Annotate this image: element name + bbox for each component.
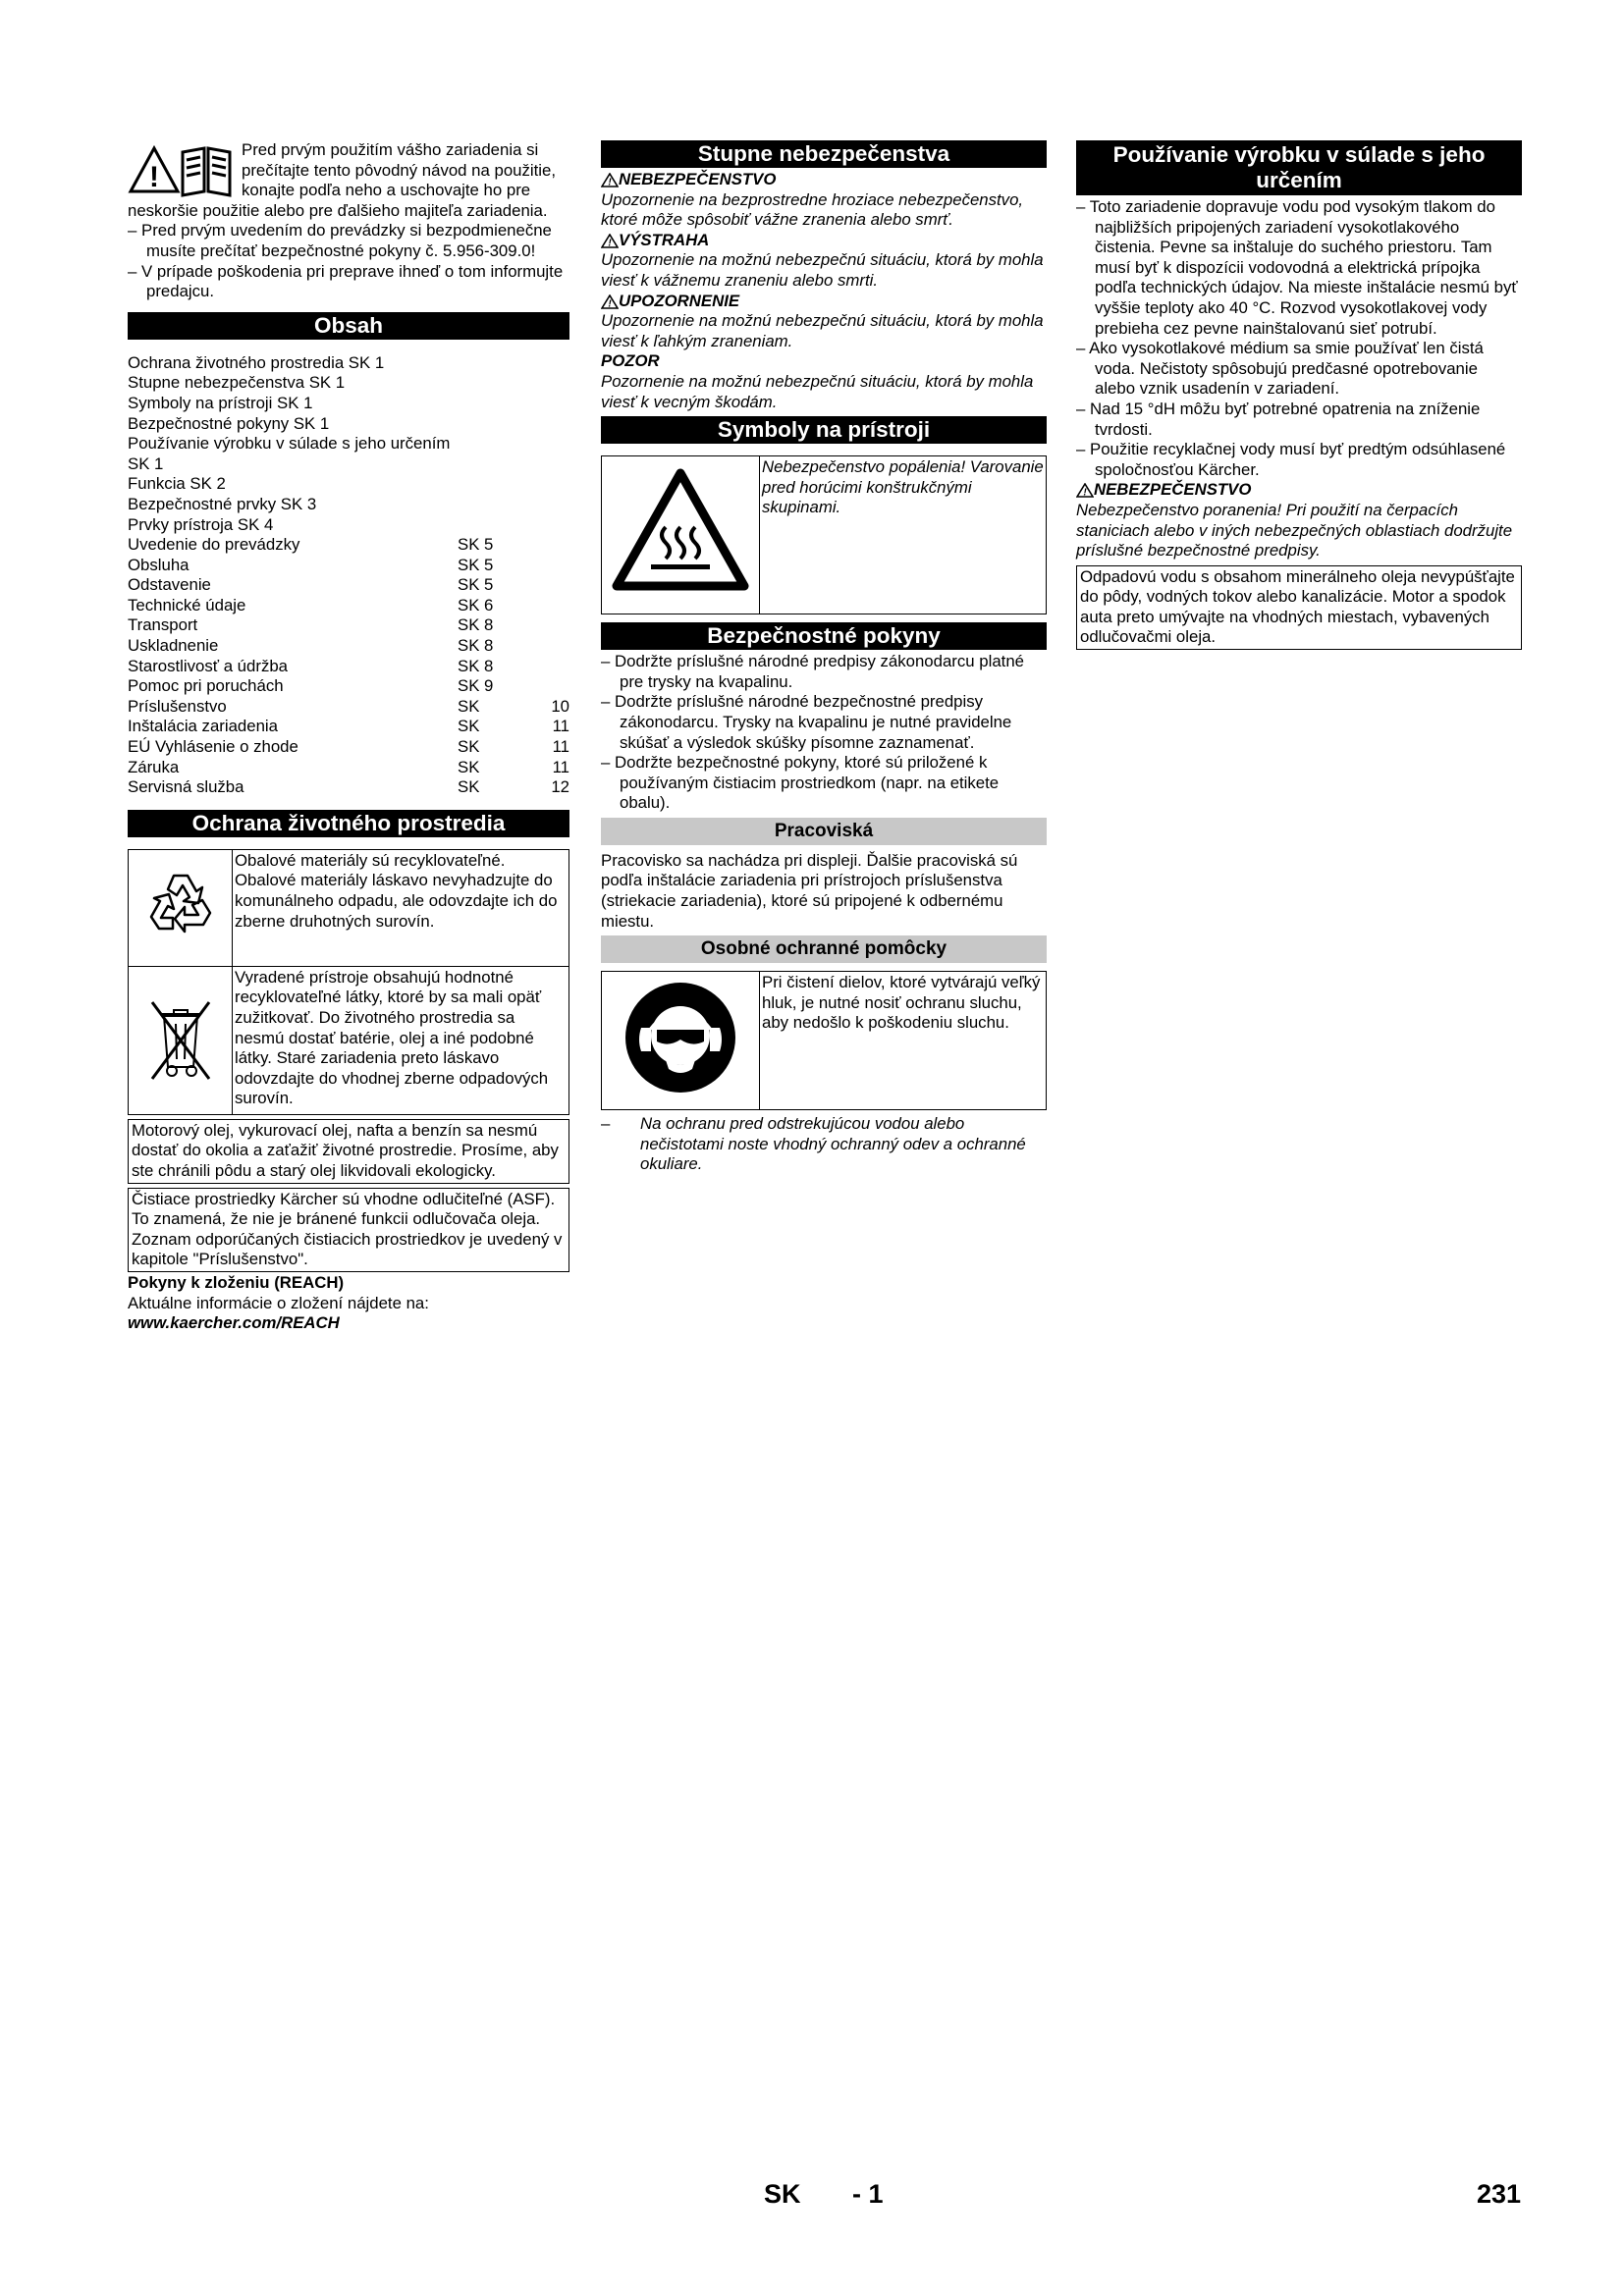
footer-lang: SK	[764, 2179, 801, 2209]
toc-entry-page: 11	[552, 737, 569, 757]
safety-list-text: Dodržte príslušné národné predpisy zákonodarcu platné pre trysky na kvapalinu.	[615, 652, 1024, 691]
toc-entry-section	[458, 353, 542, 374]
intro-list-text: Pred prvým uvedením do prevádzky si bezpodmienečne musíte prečítať bezpečnostné pokyny č. 5.956-309.0!	[141, 221, 552, 260]
toc-entry[interactable]	[128, 434, 569, 474]
toc-entry-page	[542, 575, 569, 596]
toc-entry-section: SK 8	[458, 615, 494, 635]
danger-level-label	[601, 170, 1047, 190]
toc-entry-page: 11	[552, 757, 569, 776]
footer-page-number: 231	[1477, 2179, 1522, 2209]
toc-entry-page	[542, 556, 569, 576]
usage-danger-text: Nebezpečenstvo poranenia! Pri použití na čerpacích staniciach alebo v iných nebezpečných oblastiach dodržujte príslušné bezpečnostné predpisy.	[1076, 500, 1513, 561]
dash-marker: –	[128, 221, 141, 240]
toc-entry-page: 10	[551, 696, 569, 716]
toc-entry[interactable]	[128, 657, 569, 677]
toc-entry-section	[458, 434, 542, 474]
work-text: Pracovisko sa nachádza pri displeji. Ďalšie pracoviská sú podľa inštalácie zariadenia pri prístrojoch príslušenstva (striekacie zariadenia), ktoré sú pripojené k odbernému miestu.	[601, 850, 1018, 931]
danger-level-text: Upozornenie na možnú nebezpečnú situáciu, ktorá by mohla viesť k vážnemu zraneniu alebo smrti.	[601, 250, 1044, 290]
intro-list	[128, 221, 569, 301]
toc-entry-title: Uvedenie do prevádzky	[128, 535, 300, 555]
toc-entry-page: 12	[551, 777, 569, 797]
column-right	[1076, 140, 1522, 650]
toc-entry-page	[542, 394, 569, 414]
toc-entry-title: Transport	[128, 615, 198, 635]
svg-text:!: !	[608, 177, 612, 188]
safety-list-item	[601, 692, 1047, 753]
toc-entry-title: Používanie výrobku v súlade s jeho určením SK 1	[128, 434, 451, 473]
warning-icon	[601, 294, 619, 309]
dash-marker: –	[128, 261, 141, 281]
toc-entry-section	[458, 373, 542, 394]
toc-entry[interactable]	[128, 777, 569, 798]
toc-entry-title: Prvky prístroja SK 4	[128, 514, 274, 534]
toc-entry-title: Obsluha	[128, 555, 189, 574]
safety-list	[601, 652, 1047, 814]
svg-text:!: !	[1083, 487, 1087, 499]
warning-icon	[601, 234, 619, 248]
toc-entry-page	[542, 535, 569, 556]
toc-entry-page	[542, 596, 569, 616]
safety-list-text: Dodržte príslušné národné bezpečnostné predpisy zákonodarcu. Trysky na kvapalinu je nutné pravidelne skúšať a výsledok skúšky písomne zaznamenať.	[615, 692, 1012, 752]
toc-entry[interactable]	[128, 717, 569, 737]
dash-marker: –	[1076, 197, 1090, 216]
column-middle	[601, 140, 1047, 1175]
usage-list-item	[1076, 339, 1522, 400]
toc-entry-section: SK 5	[458, 575, 494, 595]
symbols-title: Symboly na prístroji	[601, 416, 1047, 444]
recycle-icon	[141, 866, 220, 944]
column-left	[128, 140, 569, 1334]
recycle-icon-cell	[129, 849, 233, 966]
toc-entry-page	[542, 495, 569, 515]
toc-entry-page	[542, 615, 569, 636]
danger-level-name: VÝSTRAHA	[619, 230, 710, 249]
toc-entry[interactable]	[128, 373, 569, 394]
toc-entry-section: SK	[458, 757, 480, 776]
intro-list-item	[128, 262, 569, 302]
toc-entry-title: Bezpečnostné pokyny SK 1	[128, 413, 330, 433]
toc-entry[interactable]	[128, 474, 569, 495]
toc-entry-title: Starostlivosť a údržba	[128, 656, 288, 675]
toc-entry[interactable]	[128, 676, 569, 697]
toc-entry-title: EÚ Vyhlásenie o zhode	[128, 737, 298, 757]
toc-entry[interactable]	[128, 535, 569, 556]
toc-entry-title: Funkcia SK 2	[128, 474, 226, 494]
toc-entry[interactable]	[128, 636, 569, 657]
dash-marker: –	[601, 753, 615, 773]
usage-oil-box: Odpadovú vodu s obsahom minerálneho oleja nevypúšťajte do pôdy, vodných tokov alebo kanalizácie. Motor a spodok auta preto umývajte na vhodných miestach, vybavených odlučovačmi oleja.	[1076, 565, 1522, 650]
usage-list-text: Toto zariadenie dopravuje vodu pod vysokým tlakom do najbližších pripojených zariadení vysokotlakového čistenia. Pevne sa inštaluje do suchého priestoru. Tam musí byť k dispozícii vodovodná a elektrická prípojka podľa technických údajov. Na mieste inštalácie nesmú byť vyššie teploty ako 40 °C. Rozvod vysokotlakovej vody prebieha cez pevne nainštalovanú sieť potrubí.	[1089, 197, 1518, 338]
toc-entry-title: Technické údaje	[128, 595, 246, 614]
intro-lead: Pred prvým použitím vášho zariadenia si prečítajte tento pôvodný návod na použitie, konajte podľa neho a uschovajte ho pre neskoršie použitie alebo pre ďalšieho majiteľa zariadenia.	[128, 140, 556, 220]
toc-entry-section	[458, 474, 542, 495]
toc-entry-section: SK 8	[458, 656, 494, 675]
toc-entry[interactable]	[128, 596, 569, 616]
toc-entry[interactable]	[128, 615, 569, 636]
danger-level-label	[601, 351, 1047, 372]
toc-entry-page	[542, 373, 569, 394]
reach-link[interactable]: www.kaercher.com/REACH	[128, 1313, 340, 1333]
toc-entry-title: Servisná služba	[128, 777, 244, 797]
safety-list-item	[601, 652, 1047, 692]
toc-entry[interactable]	[128, 515, 569, 536]
danger-level-text: Upozornenie na bezprostredne hroziace nebezpečenstvo, ktoré môže spôsobiť vážne zranenia alebo smrť.	[601, 189, 1024, 230]
toc-entry-title: Pomoc pri poruchách	[128, 676, 284, 696]
usage-list-text: Nad 15 °dH môžu byť potrebné opatrenia na zníženie tvrdosti.	[1090, 399, 1481, 439]
svg-text:!: !	[608, 298, 612, 309]
toc-entry-title: Stupne nebezpečenstva SK 1	[128, 373, 346, 393]
usage-list-item	[1076, 400, 1522, 440]
ppe-title: Osobné ochranné pomôcky	[601, 935, 1047, 963]
crossed-bin-icon	[146, 988, 215, 1087]
ppe-icon-cell	[602, 972, 760, 1110]
toc-entry-page	[542, 676, 569, 697]
ppe-note: – Na ochranu pred odstrekujúcou vodou alebo nečistotami noste vhodný ochranný odev a ochranné okuliare.	[601, 1114, 1026, 1174]
danger-title: Stupne nebezpečenstva	[601, 140, 1047, 168]
safety-title: Bezpečnostné pokyny	[601, 622, 1047, 650]
ppe-table	[601, 971, 1047, 1110]
dash-marker: –	[1076, 399, 1090, 418]
toc-entry-section	[458, 394, 542, 414]
toc-entry-title: Symboly na prístroji SK 1	[128, 393, 313, 412]
danger-level-text: Upozornenie na možnú nebezpečnú situáciu, ktorá by mohla viesť k ľahkým zraneniam.	[601, 311, 1044, 350]
recycle-text: Obalové materiály sú recyklovateľné. Obalové materiály láskavo nevyhadzujte do komunálneho odpadu, ale odovzdajte ich do zberne druhotných surovín.	[233, 849, 569, 966]
toc-entry[interactable]	[128, 414, 569, 435]
toc-entry-page	[542, 414, 569, 435]
toc-entry-section: SK 8	[458, 636, 494, 656]
book-icon	[183, 148, 230, 195]
warning-icon	[1076, 483, 1094, 498]
dash-marker: –	[601, 652, 615, 671]
danger-level-name: POZOR	[601, 351, 660, 371]
toc-entry-title: Ochrana životného prostredia SK 1	[128, 352, 385, 372]
usage-list-item	[1076, 440, 1522, 480]
toc-entry[interactable]	[128, 394, 569, 414]
toc-entry[interactable]	[128, 697, 569, 718]
toc-entry-page	[542, 353, 569, 374]
work-title: Pracoviská	[601, 818, 1047, 845]
toc-entry-title: Uskladnenie	[128, 636, 219, 656]
warning-icon	[601, 173, 619, 187]
toc-entry-section: SK 9	[458, 676, 494, 696]
dash-marker: –	[1076, 440, 1090, 459]
toc-entry-title: Záruka	[128, 757, 180, 776]
dash-marker: –	[601, 692, 615, 712]
toc-entry[interactable]	[128, 353, 569, 374]
symbols-table	[601, 455, 1047, 614]
footer-page-sub: - 1	[852, 2179, 884, 2209]
svg-text:!: !	[608, 238, 612, 248]
toc-entry-page	[542, 636, 569, 657]
intro-list-item	[128, 221, 569, 261]
toc-entry[interactable]	[128, 575, 569, 596]
danger-level-label	[601, 231, 1047, 251]
toc-entry-section	[458, 495, 542, 515]
weee-text: Vyradené prístroje obsahujú hodnotné recyklovateľné látky, ktoré by sa mali opäť zužitkovať. Do životného prostredia sa nesmú dostať batérie, olej a iné podobné látky. Staré zariadenia preto láskavo odovzdajte do vhodnej zberne odpadových surovín.	[233, 966, 569, 1114]
toc-entry-section: SK 5	[458, 535, 494, 555]
usage-list	[1076, 197, 1522, 480]
toc-entry[interactable]	[128, 495, 569, 515]
danger-levels	[601, 170, 1047, 412]
toc-entry-title: Bezpečnostné prvky SK 3	[128, 494, 317, 513]
toc-entry-section: SK	[458, 737, 480, 757]
toc-entry[interactable]	[128, 737, 569, 758]
reach-title: Pokyny k zloženiu (REACH)	[128, 1272, 345, 1292]
intro-block	[128, 140, 569, 221]
toc-entry-page	[542, 474, 569, 495]
env-title: Ochrana životného prostredia	[128, 810, 569, 837]
toc-entry[interactable]	[128, 556, 569, 576]
safety-list-item	[601, 753, 1047, 814]
safety-list-text: Dodržte bezpečnostné pokyny, ktoré sú priložené k používaným čistiacim prostriedkom (napr. na etikete obalu).	[615, 753, 1000, 813]
toc-entry-section: SK 6	[458, 595, 494, 614]
hot-surface-icon	[607, 458, 754, 606]
danger-level-name: NEBEZPEČENSTVO	[619, 170, 777, 188]
dash-marker: –	[1076, 339, 1090, 358]
toc-entry-section	[458, 414, 542, 435]
toc-entry-title: Príslušenstvo	[128, 696, 227, 716]
toc-title: Obsah	[128, 312, 569, 340]
usage-list-text: Použitie recyklačnej vody musí byť predtým odsúhlasené spoločnosťou Kärcher.	[1090, 440, 1506, 479]
intro-list-text: V prípade poškodenia pri preprave ihneď o tom informujte predajcu.	[141, 261, 564, 301]
toc-entry-page: 11	[552, 717, 569, 736]
toc-entry-title: Odstavenie	[128, 575, 211, 595]
toc-entry-section: SK	[458, 696, 480, 716]
warning-book-icons	[128, 140, 236, 199]
env-symbol-table	[128, 849, 569, 1115]
toc-entry-section: SK	[458, 717, 480, 736]
danger-level-label	[601, 292, 1047, 312]
usage-danger-label: ! NEBEZPEČENSTVO	[1076, 480, 1522, 501]
toc-list	[128, 353, 569, 798]
hot-surface-icon-cell	[602, 456, 760, 614]
danger-level-name: UPOZORNENIE	[619, 291, 740, 310]
oil-note: Motorový olej, vykurovací olej, nafta a benzín sa nesmú dostať do okolia a zaťažiť životné prostredie. Prosíme, aby ste chránili pôdu a starý olej likvidovali ekologicky.	[128, 1119, 569, 1184]
usage-list-item	[1076, 197, 1522, 339]
toc-entry-title: Inštalácia zariadenia	[128, 717, 278, 736]
reach-text: Aktuálne informácie o zložení nájdete na:	[128, 1293, 429, 1312]
toc-entry-page	[542, 657, 569, 677]
hot-surface-text: Nebezpečenstvo popálenia! Varovanie pred horúcimi konštrukčnými skupinami.	[760, 456, 1047, 614]
toc-entry-page	[542, 434, 569, 474]
toc-entry-section	[458, 515, 542, 536]
svg-text:!: !	[149, 161, 159, 193]
usage-title: Používanie výrobku v súlade s jeho určením	[1076, 140, 1522, 195]
cleaner-note: Čistiace prostriedky Kärcher sú vhodne odlučiteľné (ASF). To znamená, že nie je bránené funkcii odlučovača oleja. Zoznam odporúčaných čistiacich prostriedkov je uvedený v kapitole "Príslušenstvo".	[128, 1188, 569, 1272]
ear-eye-protection-icon	[622, 979, 739, 1096]
toc-entry-section: SK 5	[458, 555, 494, 574]
danger-level-text: Pozornenie na možnú nebezpečnú situáciu, ktorá by mohla viesť k vecným škodám.	[601, 371, 1034, 411]
toc-entry-page	[542, 515, 569, 536]
weee-icon-cell	[129, 966, 233, 1114]
ppe-text: Pri čistení dielov, ktoré vytvárajú veľký hluk, je nutné nosiť ochranu sluchu, aby nedošlo k poškodeniu sluchu.	[760, 972, 1047, 1110]
usage-list-text: Ako vysokotlakové médium sa smie používať len čistá voda. Nečistoty spôsobujú predčasné opotrebovanie alebo vznik usadenín v zariadení.	[1089, 339, 1484, 399]
toc-entry-section: SK	[458, 777, 480, 797]
toc-entry[interactable]	[128, 758, 569, 778]
